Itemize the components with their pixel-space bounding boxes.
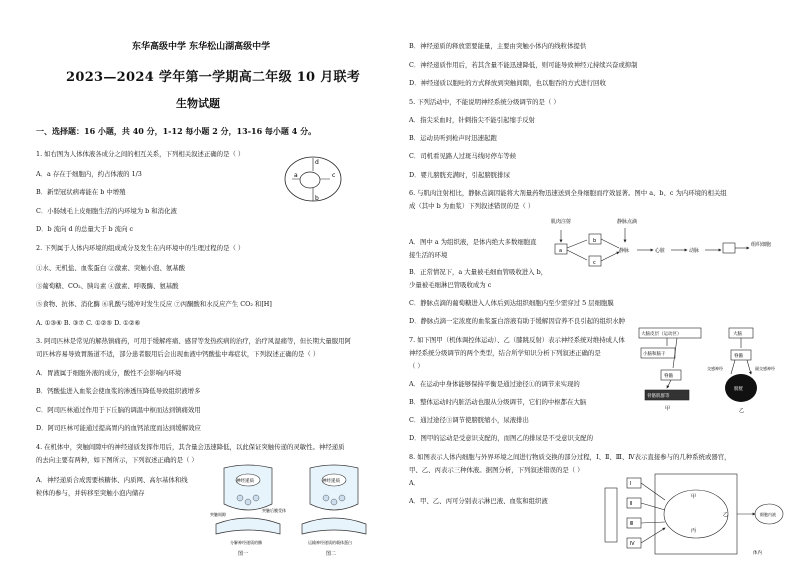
q6-label-heart: 心脏: [655, 248, 666, 254]
q6-option-b-line1: B．正常情况下，a 大量被毛细血管吸收进入 b，: [409, 268, 548, 276]
q6-label-artery: 动脉: [689, 248, 700, 254]
q6-injection-diagram: [549, 214, 779, 282]
q6-label-im: 肌肉注射: [551, 219, 572, 225]
q2-item-line3: ⑤食物、抗体、消化酶 ⑥乳酸与缓冲对发生反应 ⑦丙酮酸和水反应产生 CO₂ 和[H]: [36, 300, 272, 308]
q4-label-reuptake: 神经递质: [322, 479, 340, 484]
q2-item-line2: ③葡萄糖、CO₂、胰岛素 ④激素、呼吸酶、氨基酸: [36, 282, 179, 290]
q3-option-b: B．钙酸盐进入血浆会使血浆的渗透压降低导致组织液增多: [36, 387, 201, 395]
q4-option-a-line1: A．神经递质合成需要核糖体、内质网、高尔基体和线: [36, 476, 188, 484]
school-names: 东华高级中学 东华松山湖高级中学: [132, 42, 271, 52]
q8-label-body: 体内: [753, 551, 762, 556]
q4-option-c: C．神经递质作用后，若其含量不能迅速降低，则可能导致神经元持续兴奋或抑制: [409, 61, 638, 69]
q7-label-cortex: 大脑皮层（运动区）: [641, 332, 682, 337]
q4-option-b: B．神经递质的释放需要能量，主要由突触小体内的线粒体提供: [409, 42, 587, 50]
q4-fig2-caption: 图二: [326, 551, 337, 557]
q4-fig1-caption: 图一: [238, 551, 249, 557]
q4-label-receptor: 突触后膜受体: [262, 508, 286, 513]
q4-stem-line1: 4. 在机体中，突触间隙中的神经递质发挥作用后，其含量会迅速降低，以此保证突触传递的灵敏性。神经递质: [36, 443, 345, 451]
q3-option-a: A．胃液属于细胞外液的成分，酸性不会影响内环境: [36, 369, 182, 377]
subject-title: 生物试题: [176, 97, 220, 110]
section-heading: 一、选择题：16 小题，共 40 分，1-12 每小题 2 分，13-16 每小题 4 分。: [36, 126, 317, 136]
q6-label-b: b: [593, 238, 597, 244]
q8-label-III: Ⅲ: [630, 521, 634, 527]
q5-option-a: A．指尖采血时，针刺指尖不能引起缩手反射: [409, 116, 536, 124]
q4-stem-line2: 的去向主要有两种，如下图所示，下列叙述正确的是（ ）: [36, 456, 198, 464]
q1-option-b: B．新型冠状病毒能在 b 中增殖: [36, 188, 126, 196]
q7-label-brain: 大脑: [733, 332, 742, 337]
q7-label-bladder: 膀胱: [734, 387, 743, 392]
q2-item-line1: ①水、无机盐、血浆蛋白 ②激素、突触小泡、氨基酸: [36, 264, 186, 272]
q8-label-jia: 甲: [691, 494, 697, 500]
q7-option-d: D．图甲的运动是受意识支配的，而图乙的排尿是不受意识支配的: [409, 434, 594, 442]
q8-exchange-diagram: [603, 470, 787, 558]
q6-stem-line2: 成（其中 b 为血浆）下列叙述错误的是（ ）: [409, 202, 535, 210]
q1-label-d: d: [315, 159, 319, 166]
q8-stem-line3: A．: [409, 479, 421, 487]
q6-option-c: C．静脉点滴的葡萄糖进入人体后到达组织细胞内至少需穿过 5 层细胞膜: [409, 299, 614, 307]
q1-fluid-diagram: [282, 150, 344, 208]
q7-caption-yi: 乙: [739, 408, 745, 414]
q8-stem-line1: 8. 如图表示人体内细胞与外界环境之间进行物质交换的部分过程，Ⅰ、Ⅱ、Ⅲ、Ⅳ表示直接参与的几种系统或器官，: [409, 453, 731, 461]
q6-option-d: D．静脉点滴一定浓度的血浆蛋白溶液有助于缓解因营养不良引起的组织水肿: [409, 317, 626, 325]
q4-synapse-diagram: [208, 464, 380, 558]
q7-option-b: B．整体运动时内脏活动也服从分级调节，它们的中枢都在大脑: [409, 398, 587, 406]
q6-option-a-line2: 接生活的环境: [409, 251, 448, 259]
q7-stem-line3: （ ）: [409, 362, 424, 370]
q6-label-a: a: [559, 248, 563, 254]
q6-label-iv: 静脉点滴: [617, 219, 638, 225]
q7-label-spinal-2: 脊髓: [734, 354, 743, 359]
q6-label-vein: 静脉: [619, 248, 630, 254]
q1-stem: 1. 如右图为人体体液各成分之间的相互关系，下列相关叙述正确的是（ ）: [36, 150, 245, 158]
q2-options: A. ①③⑥ B. ③⑦ C. ①②⑤ D. ①②⑥: [36, 319, 141, 327]
q8-label-yi: 乙: [723, 512, 729, 518]
q6-label-c: c: [593, 260, 596, 266]
q7-label-parasympathetic: 副交感神经: [755, 366, 775, 371]
q7-nervous-diagram: [637, 326, 787, 416]
q8-label-cell: 细胞内液: [760, 512, 776, 517]
q3-stem-line1: 3. 阿司匹林是常见的解热镇痛药，可用于缓解疼痛、感冒等发热疾病的治疗，治疗风湿痛等，但长期大量服用阿: [36, 337, 351, 345]
q6-stem-line1: 6. 与肌肉注射相比，静脉点滴因能将大剂量药物迅速送到全身细胞而疗效显著。图中 a、b、c 为内环境的相关组: [409, 189, 727, 197]
q7-option-c: C．通过途径③调节使膀胱缩小，尿液排出: [409, 416, 529, 424]
exam-title: 2023—2024 学年第一学期高二年级 10 月联考: [66, 70, 361, 85]
q4-label-cleft: 突触间隙: [210, 512, 226, 517]
q1-label-c: c: [332, 172, 336, 179]
q7-label-cerebellum: 小脑和脑干: [643, 352, 666, 357]
q2-stem: 2. 下列属于人体内环境的组成成分及发生在内环境中的生理过程的是（ ）: [36, 244, 245, 252]
q6-option-b-line2: 少量被毛细淋巴管吸收成为 c: [409, 281, 492, 289]
q4-option-a-line2: 粒体的参与，并转移至突触小泡内储存: [36, 489, 145, 497]
q3-option-d: D．阿司匹林可能通过提高胃内的血钙浓度而达到缓解效应: [36, 424, 201, 432]
q4-label-vesicle: 神经递质: [236, 479, 254, 484]
q1-option-a: A．a 存在于细胞内，约占体液的 1/3: [36, 170, 142, 178]
q8-label-IV: Ⅳ: [630, 541, 635, 547]
q4-label-carrier: 运输神经递质的载体蛋白: [308, 540, 352, 545]
q7-label-skeletal: 骨骼肌群等: [647, 394, 670, 399]
q3-stem-line2: 司匹林容易导致胃肠道不适，部分患者服用后会出现血液中钙酸盐中毒症状，下列叙述正确的是（ ）: [36, 350, 320, 358]
q7-stem-line2: 神经系统分级调节的两个类型，结合所学知识分析下列叙述正确的是: [409, 349, 601, 357]
q4-label-enzyme: 分解神经递质的酶: [230, 540, 262, 545]
q1-label-a: a: [294, 172, 298, 179]
q4-option-d: D．神经递质以胞吐的方式释放到突触间隙，也以胞吞的方式进行回收: [409, 79, 606, 87]
q1-label-b: b: [315, 195, 319, 202]
q5-option-d: D．婴儿膀胱充满时，引起膀胱排尿: [409, 171, 510, 179]
q3-option-c: C．阿司匹林通过作用于下丘脑的调温中枢而达到镇痛效用: [36, 406, 201, 414]
q8-option-a: A．甲、乙、丙可分别表示淋巴液、血浆和组织液: [409, 497, 548, 505]
q1-option-c: C．小肠绒毛上皮细胞生活的内环境为 b 和消化液: [36, 207, 177, 215]
q7-label-sympathetic: 交感神经: [707, 366, 723, 371]
q5-option-c: C．司机看见路人过斑马线时停车等候: [409, 152, 517, 160]
q5-stem: 5. 下列活动中，不能说明神经系统分级调节的是（ ）: [409, 98, 560, 106]
q6-label-cell: 组织细胞: [751, 242, 772, 248]
q7-stem-line1: 7. 如下图甲（机体调控体运动）、乙（膝跳反射）表示神经系统对维持成人体: [409, 336, 625, 344]
q8-label-bing: 丙: [691, 528, 697, 534]
q7-option-a: A．在运动中身体能够保持平衡是通过途径①的调节来实现的: [409, 380, 580, 388]
q7-caption-jia: 甲: [665, 406, 671, 412]
q5-option-b: B．运动员听到枪声时迅速起跑: [409, 134, 497, 142]
q1-option-d: D．b 流向 d 的总量大于 b 流向 c: [36, 225, 134, 233]
q6-option-a-line1: A．图中 a 为组织液，是体内绝大多数细胞直: [409, 238, 537, 246]
q8-label-II: Ⅱ: [630, 501, 633, 507]
q7-label-spinal: 脊髓: [664, 374, 673, 379]
q8-stem-line2: 甲、乙、丙表示三种体液。据图分析，下列叙述错误的是（ ）: [409, 466, 584, 474]
q8-label-I: Ⅰ: [630, 481, 632, 487]
